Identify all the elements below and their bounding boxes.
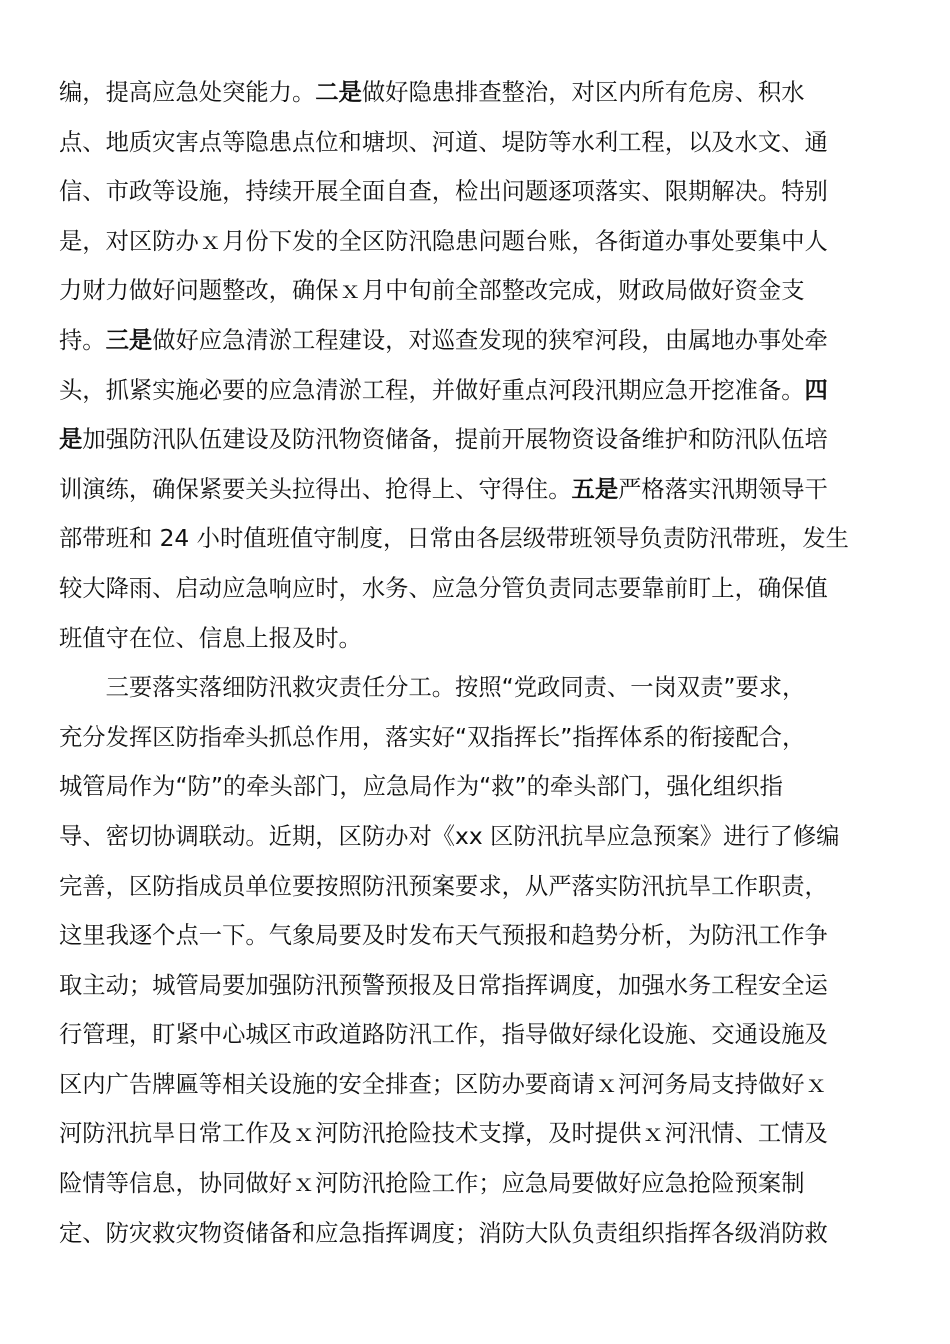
text-segment: 充分发挥区防指牵头抓总作用，落实好“双指挥长”指挥体系的衔接配合， [59,723,806,751]
text-segment: 取主动；城管局要加强防汛预警预报及日常指挥调度，加强水务工程安全运 [59,971,828,999]
text-line [59,961,894,1011]
text-line [59,911,894,961]
text-segment: 城管局作为“防”的牵头部门，应急局作为“救”的牵头部门，强化组织指 [59,773,783,801]
document-body [59,68,894,1258]
text-line [59,663,894,713]
text-line [59,713,894,763]
text-line [59,862,894,912]
text-line [59,1109,894,1159]
text-segment: 做好应急清淤工程建设，对巡查发现的狭窄河段，由属地办事处牵 [152,326,828,354]
text-line [59,1159,894,1209]
text-line [59,812,894,862]
text-segment: 完善，区防指成员单位要按照防汛预案要求，从严落实防汛抗旱工作职责， [59,872,828,900]
text-segment: 班值守在位、信息上报及时。 [59,624,362,652]
text-line [59,762,894,812]
text-segment: 编，提高应急处突能力。 [59,79,316,106]
text-segment: 河防汛抗旱日常工作及ｘ河防汛抢险技术支撑，及时提供ｘ河汛情、工情及 [59,1120,828,1148]
text-line [59,1209,894,1259]
text-segment: 持。 [59,326,106,354]
bold-marker: 是 [59,426,83,454]
text-segment: 三要落实落细防汛救灾责任分工。按照“党政同责、一岗双责”要求， [105,674,806,702]
text-segment: 力财力做好问题整改，确保ｘ月中旬前全部整改完成，财政局做好资金支 [59,277,805,305]
text-line [59,217,894,267]
text-line [59,415,894,465]
text-segment: 严格落实汛期领导干 [618,475,828,503]
text-line [59,614,894,664]
text-segment: 导、密切协调联动。近期，区防办对《xx 区防汛抗旱应急预案》进行了修编 [59,822,840,850]
text-segment: 部带班和 24 小时值班值守制度，日常由各层级带班领导负责防汛带班，发生 [59,525,849,553]
text-segment: 行管理，盯紧中心城区市政道路防汛工作，指导做好绿化设施、交通设施及 [59,1021,828,1049]
text-segment: 较大降雨、启动应急响应时，水务、应急分管负责同志要靠前盯上，确保值 [59,574,828,602]
text-line [59,514,894,564]
text-segment: 这里我逐个点一下。气象局要及时发布天气预报和趋势分析，为防汛工作争 [59,922,828,950]
text-segment: 头，抓紧实施必要的应急清淤工程，并做好重点河段汛期应急开挖准备。 [59,376,805,404]
text-segment: 点、地质灾害点等隐患点位和塘坝、河道、堤防等水利工程，以及水文、通 [59,128,828,156]
bold-marker: 三是 [105,326,153,354]
text-line [59,366,894,416]
text-line [59,316,894,366]
bold-marker: 五是 [571,475,619,503]
text-segment: 是，对区防办ｘ月份下发的全区防汛隐患问题台账，各街道办事处要集中人 [59,227,828,255]
text-line [59,266,894,316]
text-segment: 定、防灾救灾物资储备和应急指挥调度；消防大队负责组织指挥各级消防救 [59,1219,828,1247]
text-segment: 训演练，确保紧要关头拉得出、抢得上、守得住。 [59,475,572,503]
text-line [59,1010,894,1060]
text-segment: 信、市政等设施，持续开展全面自查，检出问题逐项落实、限期解决。特别 [59,178,828,206]
bold-marker: 二是 [315,79,362,106]
text-line [59,564,894,614]
text-segment: 区内广告牌匾等相关设施的安全排查；区防办要商请ｘ河河务局支持做好ｘ [59,1070,828,1098]
text-segment: 险情等信息，协同做好ｘ河防汛抢险工作；应急局要做好应急抢险预案制 [59,1170,805,1198]
text-segment: 做好隐患排查整治，对区内所有危房、积水 [361,79,805,106]
text-segment: 加强防汛队伍建设及防汛物资储备，提前开展物资设备维护和防汛队伍培 [82,426,828,454]
bold-marker: 四 [804,376,828,404]
text-line [59,1060,894,1110]
text-line [59,465,894,515]
text-line [59,167,894,217]
text-line [59,118,894,168]
text-line [59,68,894,118]
